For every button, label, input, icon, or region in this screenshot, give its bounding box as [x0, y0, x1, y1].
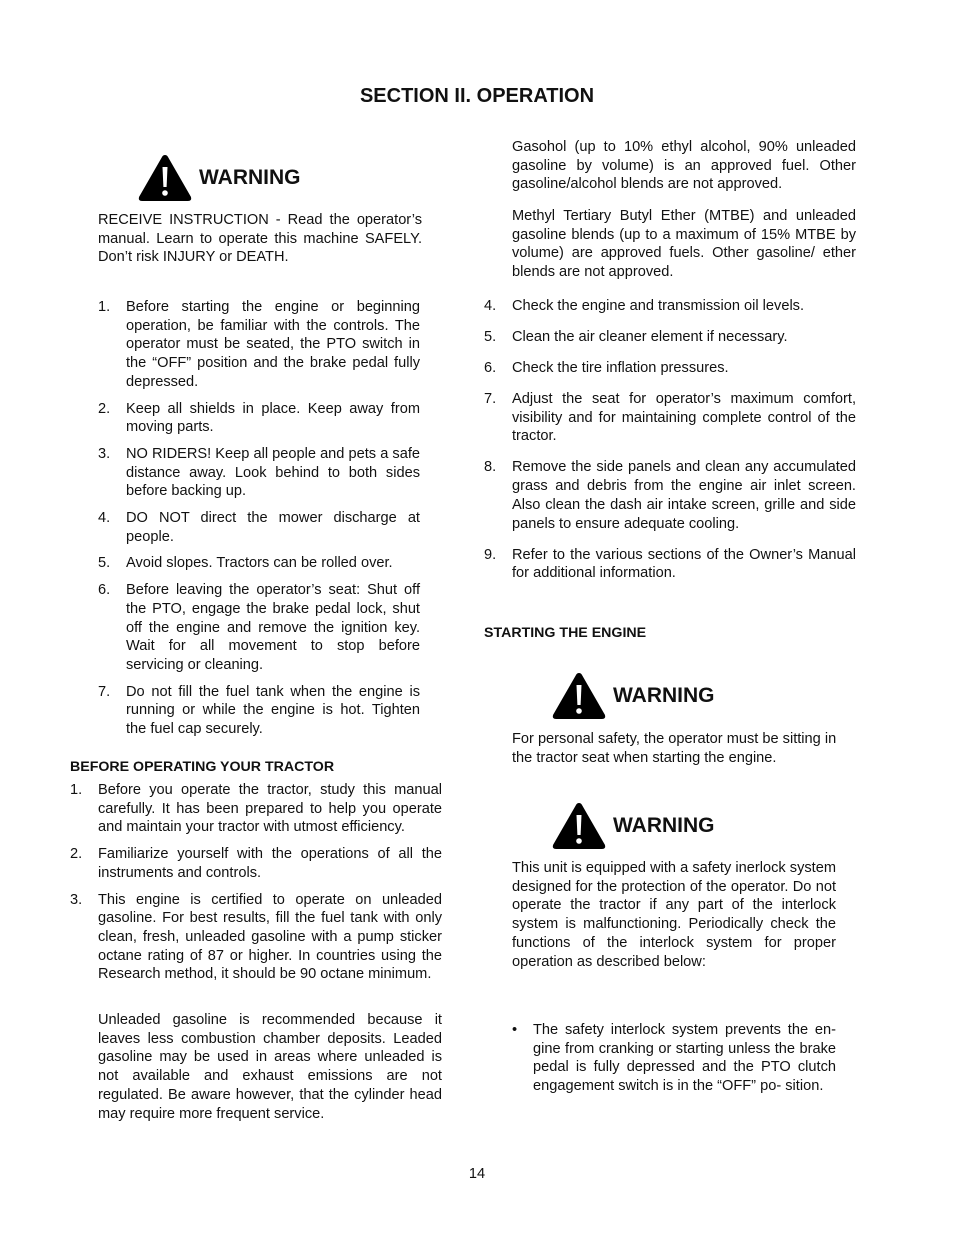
- mtbe-paragraph: Methyl Tertiary Butyl Ether (MTBE) and unleaded gasoline blends (up to a maximum of 15% MTBE by volume) are approved fuels. Other gasoline/ ether blends are not approved.: [512, 208, 856, 281]
- list-item: 8. Remove the side panels and clean any accumulated grass and debris from the engine air inlet screen. Also clean the dash air intake screen, grille and side panels to ensure adequate cooling.: [484, 459, 856, 532]
- list-item: 1. Before you operate the tractor, study this manual carefully. It has been prepared to help you operate and maintain your tractor with utmost efficiency.: [70, 782, 442, 836]
- list-item: 5. Clean the air cleaner element if necessary.: [484, 329, 788, 345]
- warning-header-2: [551, 671, 715, 721]
- warning-header-3: [551, 801, 715, 851]
- list-item: 4. DO NOT direct the mower discharge at people.: [98, 510, 420, 545]
- before-operating-list-continued: [484, 297, 856, 583]
- warning-triangle-icon: [137, 153, 193, 203]
- warning-label: WARNING: [199, 166, 301, 189]
- warning-2-text: For personal safety, the operator must be sitting in the tractor seat when starting the engine.: [512, 731, 837, 766]
- list-item: 1. Before starting the engine or beginning operation, be familiar with the controls. The operator must be seated, the PTO switch in the “OFF” position and the brake pedal fully depressed.: [98, 299, 420, 390]
- warning-triangle-icon: [551, 801, 607, 851]
- list-item: 6. Check the tire inflation pressures.: [484, 360, 729, 376]
- page-number: 14: [468, 1166, 486, 1182]
- list-item: 2. Familiarize yourself with the operations of all the instruments and controls.: [70, 846, 442, 881]
- list-item: 3. This engine is certified to operate on unleaded gasoline. For best results, fill the fuel tank with only clean, fresh, unleaded gasoline with a pump sticker octane rating of 87 or higher. In countries using the Research method, it should be 90 octane minimum.: [70, 891, 442, 983]
- list-item: 7. Do not fill the fuel tank when the engine is running or while the engine is hot. Tighten the fuel cap securely.: [98, 683, 420, 738]
- warning-label: WARNING: [613, 814, 715, 837]
- unleaded-paragraph: Unleaded gasoline is recommended because it leaves less combustion chamber deposits. Leaded gasoline may be used in areas where unleaded is not available and exhaust emissions are not regulated. Be aware however, that the cylinder head may require more frequent service.: [98, 1012, 442, 1122]
- list-item: 5. Avoid slopes. Tractors can be rolled over.: [98, 555, 393, 572]
- list-item: 9. Refer to the various sections of the Owner’s Manual for additional information.: [484, 546, 856, 582]
- gasohol-paragraph: Gasohol (up to 10% ethyl alcohol, 90% unleaded gasoline by volume) is an approved fuel. Other gasoline/alcohol blends are not approved.: [512, 139, 856, 193]
- starting-engine-heading: STARTING THE ENGINE: [484, 625, 647, 641]
- warning-1-text: RECEIVE INSTRUCTION - Read the operator’s manual. Learn to operate this machine SAFELY. Don’t risk INJURY or DEATH.: [98, 212, 422, 266]
- list-item: 7. Adjust the seat for operator’s maximum comfort, visibility and for maintaining complete control of the tractor.: [484, 391, 856, 445]
- warning-header-1: [137, 153, 301, 203]
- section-title: SECTION II. OPERATION: [359, 85, 595, 107]
- warning-3-text: This unit is equipped with a safety inerlock system designed for the protection of the operator. Do not operate the tractor if any part of the interlock system is malfunctioning. Periodically check the functions of the interlock system for proper operation as described below:: [512, 860, 836, 970]
- list-item: 6. Before leaving the operator’s seat: Shut off the PTO, engage the brake pedal lock, shut off the engine and remove the ignition key. Wait for all movement to stop before servicing or cleaning.: [98, 582, 420, 673]
- interlock-bullet-text: The safety interlock system prevents the en- gine from cranking or starting unless the brake pedal is fully depressed and the PTO clutch engagement switch is in the “OFF” po- sition.: [533, 1022, 836, 1095]
- safety-rules-list: [98, 298, 420, 739]
- list-item: 3. NO RIDERS! Keep all people and pets a safe distance away. Look behind to both sides before backing up.: [98, 445, 420, 500]
- list-item: 4. Check the engine and transmission oil levels.: [484, 298, 805, 314]
- list-item: 2. Keep all shields in place. Keep away from moving parts.: [98, 400, 420, 436]
- before-operating-heading: BEFORE OPERATING YOUR TRACTOR: [70, 759, 335, 775]
- bullet-marker: •: [512, 1022, 518, 1038]
- warning-triangle-icon: [551, 671, 607, 721]
- warning-label: WARNING: [613, 684, 715, 707]
- before-operating-list: [70, 781, 442, 984]
